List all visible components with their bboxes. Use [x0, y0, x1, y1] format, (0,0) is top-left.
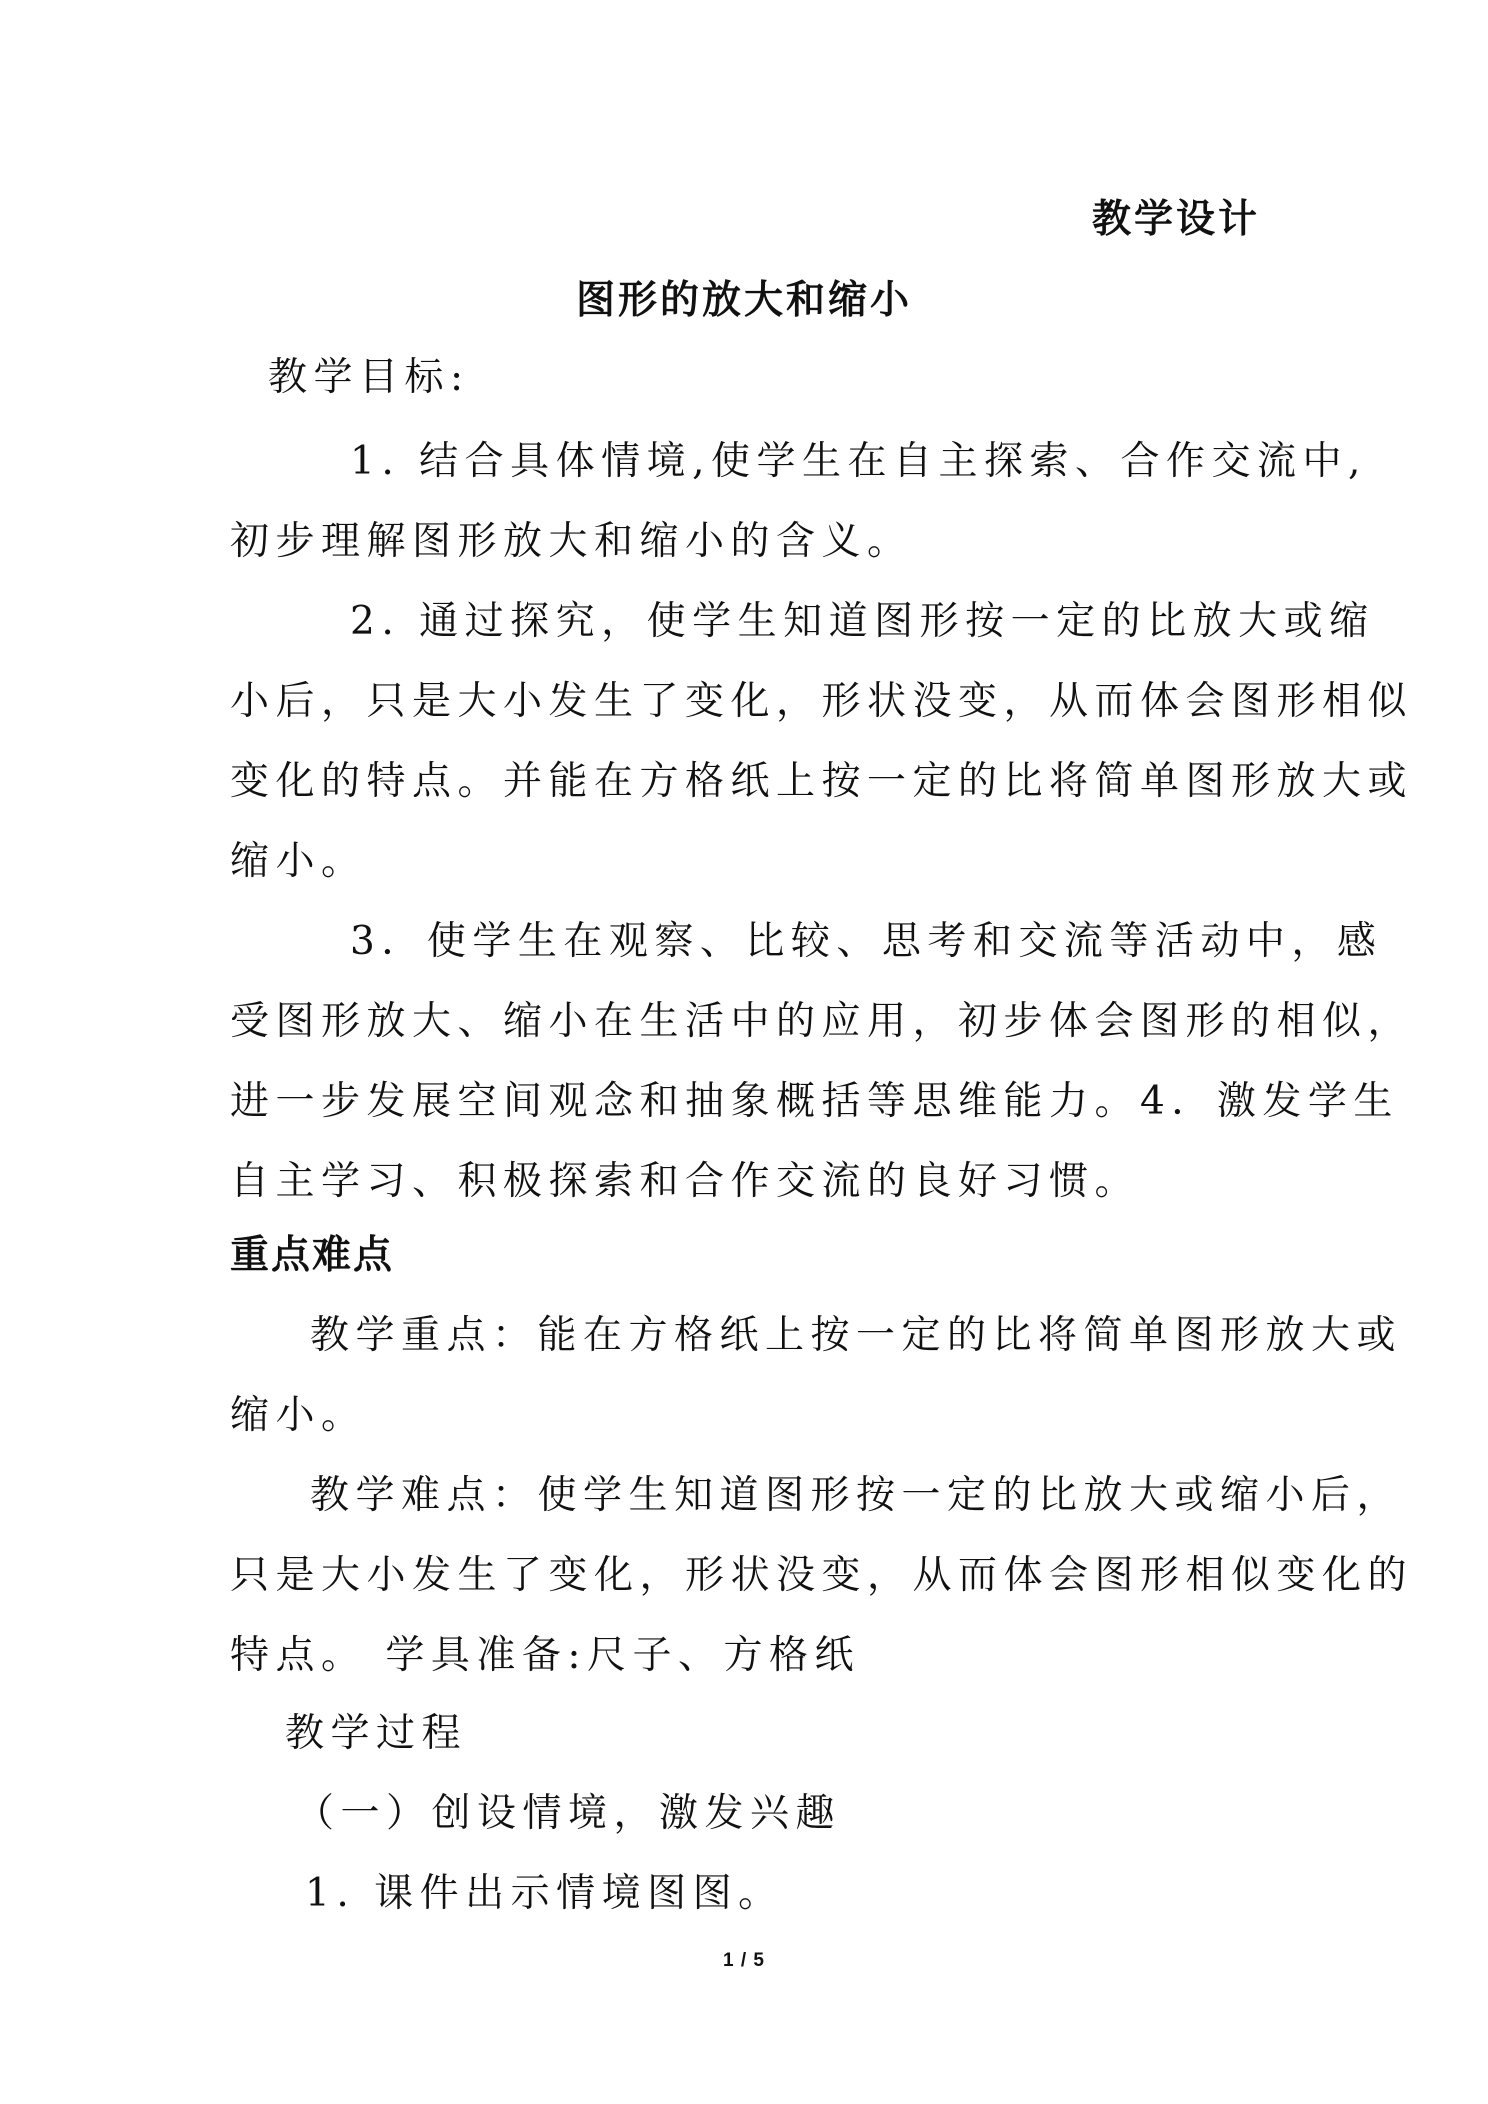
paragraph-line: 缩小。 — [230, 1393, 367, 1438]
section-heading-objectives: 教学目标: — [268, 355, 470, 400]
paragraph-line: 受图形放大、缩小在生活中的应用，初步体会图形的相似， — [230, 999, 1414, 1044]
paragraph-line: 只是大小发生了变化，形状没变，从而体会图形相似变化的 — [230, 1553, 1414, 1598]
paragraph-line: 教学难点：使学生知道图形按一定的比放大或缩小后， — [310, 1473, 1403, 1518]
paragraph-line: 初步理解图形放大和缩小的含义。 — [230, 519, 913, 564]
doc-header: 教学设计 — [1091, 197, 1260, 242]
section-heading-process: 教学过程 — [285, 1711, 468, 1756]
paragraph-line: 自主学习、积极探索和合作交流的良好习惯。 — [230, 1159, 1141, 1204]
section-heading-key-points: 重点难点 — [230, 1233, 395, 1278]
paragraph-line: 缩小。 — [230, 839, 367, 884]
paragraph-line: 变化的特点。并能在方格纸上按一定的比将简单图形放大或 — [230, 759, 1414, 804]
paragraph-line: 小后，只是大小发生了变化，形状没变，从而体会图形相似 — [230, 679, 1414, 724]
paragraph-line: 特点。 学具准备:尺子、方格纸 — [230, 1633, 861, 1678]
doc-title: 图形的放大和缩小 — [575, 277, 912, 323]
page-number: 1 / 5 — [723, 1950, 765, 1971]
paragraph-line: 3．使学生在观察、比较、思考和交流等活动中，感 — [350, 919, 1383, 964]
paragraph-line: 进一步发展空间观念和抽象概括等思维能力。4．激发学生 — [230, 1079, 1399, 1124]
paragraph-line: 2. 通过探究，使学生知道图形按一定的比放大或缩 — [350, 599, 1375, 644]
paragraph-line: 1. 结合具体情境,使学生在自主探索、合作交流中, — [350, 439, 1367, 484]
subsection-heading: （一）创设情境，激发兴趣 — [295, 1791, 842, 1836]
paragraph-line: 1. 课件出示情境图图。 — [305, 1871, 784, 1916]
paragraph-line: 教学重点：能在方格纸上按一定的比将简单图形放大或 — [310, 1313, 1403, 1358]
